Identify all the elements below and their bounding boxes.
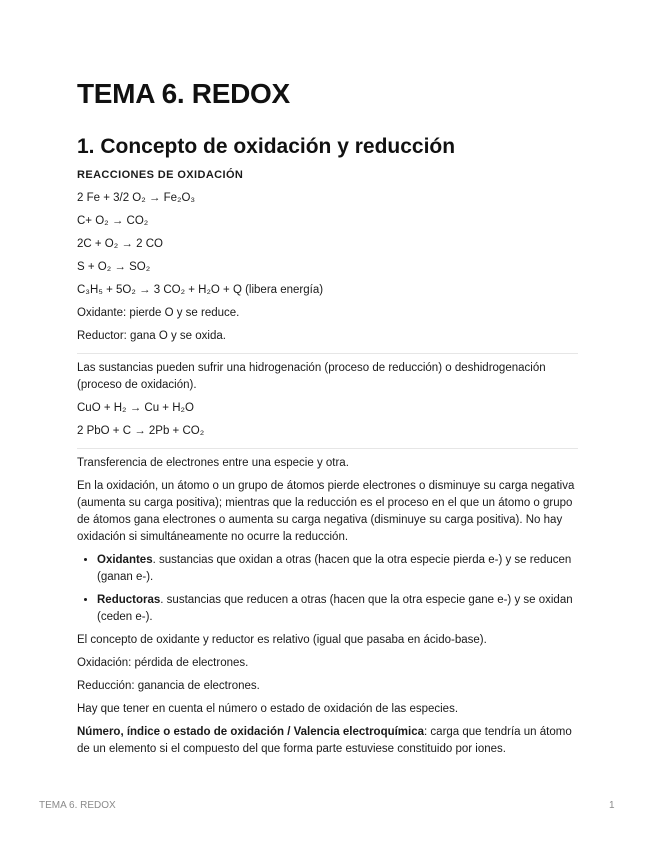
oxidacion-definition: Oxidación: pérdida de electrones. bbox=[77, 657, 249, 669]
relativo-paragraph: El concepto de oxidante y reductor es relativo (igual que pasaba en ácido-base). bbox=[77, 634, 487, 646]
page-title: TEMA 6. REDOX bbox=[77, 78, 290, 109]
reaction-line: 2C + O₂ → 2 CO bbox=[77, 238, 163, 250]
hidrogenacion-paragraph: Las sustancias pueden sufrir una hidrogenación (proceso de reducción) o deshidrogenación (proceso de oxidación). bbox=[77, 362, 546, 391]
section-heading: 1. Concepto de oxidación y reducción bbox=[77, 135, 456, 158]
list-item bbox=[97, 592, 578, 626]
reaction-line: C₃H₅ + 5O₂ → 3 CO₂ + H₂O + Q (libera energía) bbox=[77, 284, 324, 296]
reductor-definition: Reductor: gana O y se oxida. bbox=[77, 330, 226, 342]
reaction-line: S + O₂ → SO₂ bbox=[77, 261, 151, 273]
bullet-text: . sustancias que reducen a otras (hacen que la otra especie gane e-) y se oxidan (ceden e-). bbox=[97, 594, 573, 623]
reaction-line: 2 Fe + 3/2 O₂ → Fe₂O₃ bbox=[77, 192, 196, 204]
transferencia-paragraph: Transferencia de electrones entre una especie y otra. bbox=[77, 457, 349, 469]
reaction-line: C+ O₂ → CO₂ bbox=[77, 215, 149, 227]
bullet-term: Reductoras bbox=[97, 594, 161, 606]
bullet-term: Oxidantes bbox=[97, 554, 153, 566]
reaction-line: 2 PbO + C → 2Pb + CO₂ bbox=[77, 425, 205, 437]
list-item bbox=[97, 552, 578, 586]
oxidante-definition: Oxidante: pierde O y se reduce. bbox=[77, 307, 240, 319]
divider bbox=[77, 353, 578, 354]
divider bbox=[77, 448, 578, 449]
oxidacion-paragraph: En la oxidación, un átomo o un grupo de átomos pierde electrones o disminuye su carga negativa (aumenta su carga positiva); mientras que la reducción es el proceso en el que un átomo o grupo de átomos gana electrones o aumenta su carga negativa (disminuye su carga positiva). No hay oxidación si simultáneamente no ocurre la reducción. bbox=[77, 480, 575, 543]
numero-term: Número, índice o estado de oxidación / Valencia electroquímica bbox=[77, 726, 425, 738]
document-body bbox=[77, 167, 578, 764]
numero-oxidacion-paragraph: Hay que tener en cuenta el número o estado de oxidación de las especies. bbox=[77, 703, 459, 715]
reduccion-definition: Reducción: ganancia de electrones. bbox=[77, 680, 260, 692]
numero-def-text: : carga que tendría un átomo de un elemento si el compuesto del que forma parte estuviese constituido por iones. bbox=[77, 726, 572, 755]
subheading: REACCIONES DE OXIDACIÓN bbox=[77, 169, 244, 181]
page-number: 1 bbox=[609, 800, 615, 811]
footer-title: TEMA 6. REDOX bbox=[39, 800, 116, 811]
bullet-text: . sustancias que oxidan a otras (hacen que la otra especie pierda e-) y se reducen (ganan e-). bbox=[97, 554, 572, 583]
numero-definition bbox=[77, 724, 578, 758]
reaction-line: CuO + H₂ → Cu + H₂O bbox=[77, 402, 194, 414]
bullet-list bbox=[77, 552, 578, 626]
